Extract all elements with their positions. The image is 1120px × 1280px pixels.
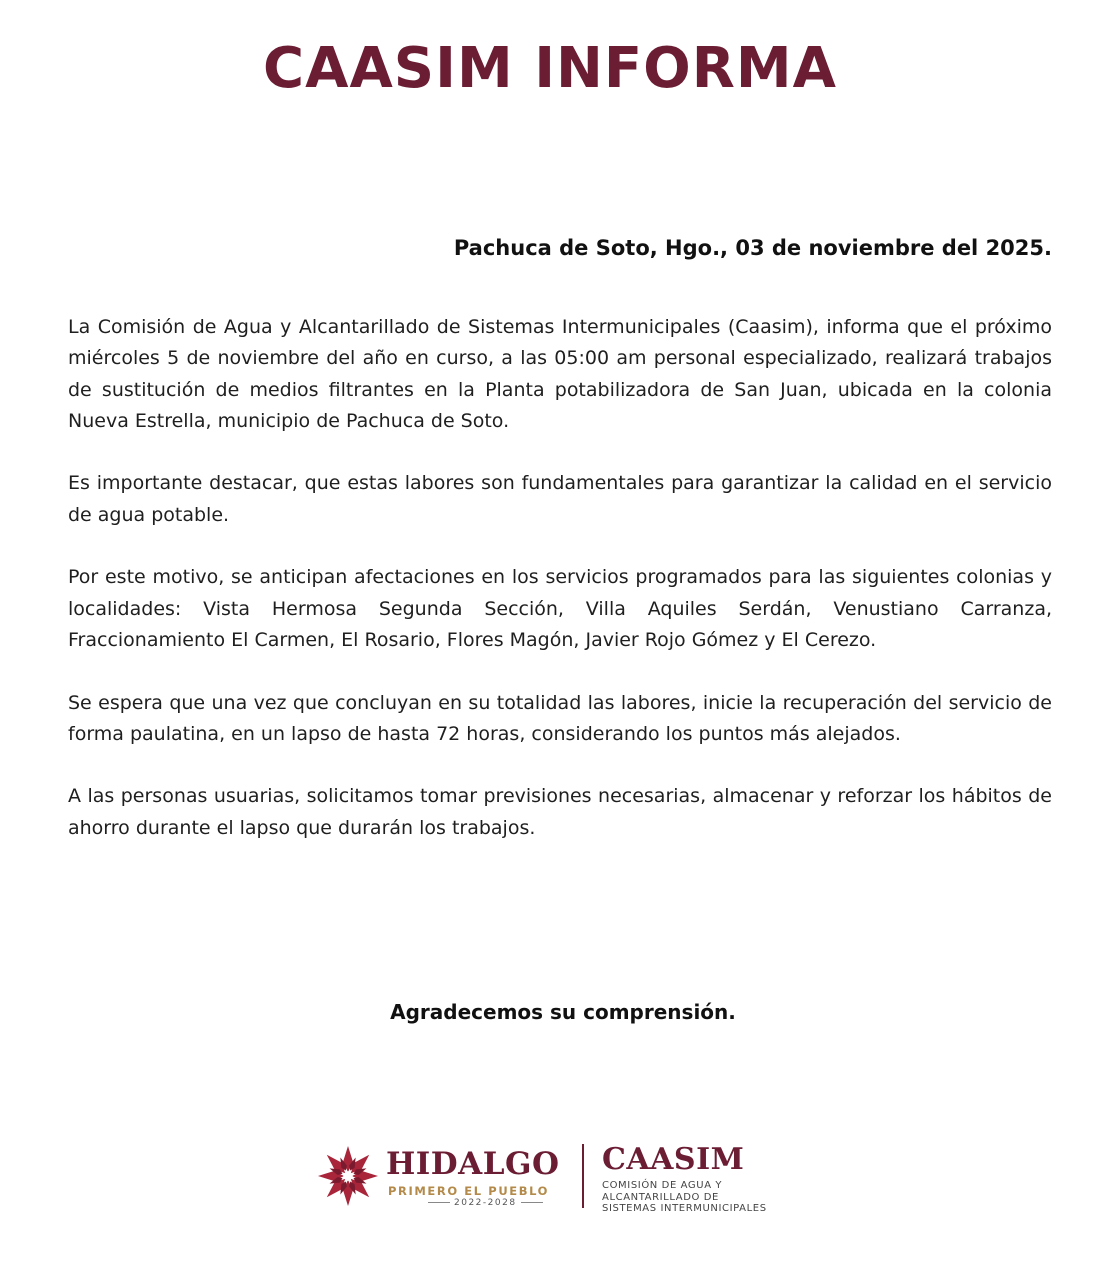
caasim-full-name xyxy=(602,1180,767,1215)
paragraph-5: A las personas usuarias, solicitamos tomar previsiones necesarias, almacenar y reforzar los hábitos de ahorro durante el lapso que durarán los trabajos. xyxy=(68,785,1052,839)
logo-divider xyxy=(582,1144,584,1208)
years-text: 2022-2028 xyxy=(454,1198,517,1208)
hidalgo-tagline: PRIMERO EL PUEBLO xyxy=(388,1184,549,1198)
hidalgo-years xyxy=(424,1198,547,1208)
paragraph-2: Es importante destacar, que estas labores son fundamentales para garantizar la calidad en el servicio de agua potable. xyxy=(68,472,1052,526)
footer-logos xyxy=(316,1140,796,1220)
paragraph-4: Se espera que una vez que concluyan en su totalidad las labores, inicie la recuperación del servicio de forma paulatina, en un lapso de hasta 72 horas, considerando los puntos más alejados. xyxy=(68,691,1052,745)
paragraph-1: La Comisión de Agua y Alcantarillado de Sistemas Intermunicipales (Caasim), informa que el próximo miércoles 5 de noviembre del año en curso, a las 05:00 am personal especializado, realizará trabajos de sustitución de medios filtrantes en la Planta potabilizadora de San Juan, ubicada en la colonia Nueva Estrella, municipio de Pachuca de Soto. xyxy=(68,316,1052,432)
dateline: Pachuca de Soto, Hgo., 03 de noviembre del 2025. xyxy=(453,236,1052,260)
caasim-wordmark: CAASIM xyxy=(602,1142,745,1177)
years-right-rule xyxy=(521,1202,543,1203)
hidalgo-star-emblem-icon xyxy=(316,1144,380,1208)
caasim-name-line-3: SISTEMAS INTERMUNICIPALES xyxy=(602,1203,767,1214)
caasim-name-line-1: COMISIÓN DE AGUA Y xyxy=(602,1180,723,1191)
hidalgo-wordmark: HIDALGO xyxy=(386,1146,560,1182)
closing-line: Agradecemos su comprensión. xyxy=(390,1000,736,1024)
caasim-name-line-2: ALCANTARILLADO DE xyxy=(602,1191,719,1203)
page-title: CAASIM INFORMA xyxy=(263,36,837,101)
statement-body xyxy=(68,312,1052,875)
years-left-rule xyxy=(428,1202,450,1203)
paragraph-3: Por este motivo, se anticipan afectaciones en los servicios programados para las siguientes colonias y localidades: Vista Hermosa Segunda Sección, Villa Aquiles Serdán, Venustiano Carranza, Fraccionamiento El Carmen, El Rosario, Flores Magón, Javier Rojo Gómez y El Cerezo. xyxy=(68,566,1052,651)
